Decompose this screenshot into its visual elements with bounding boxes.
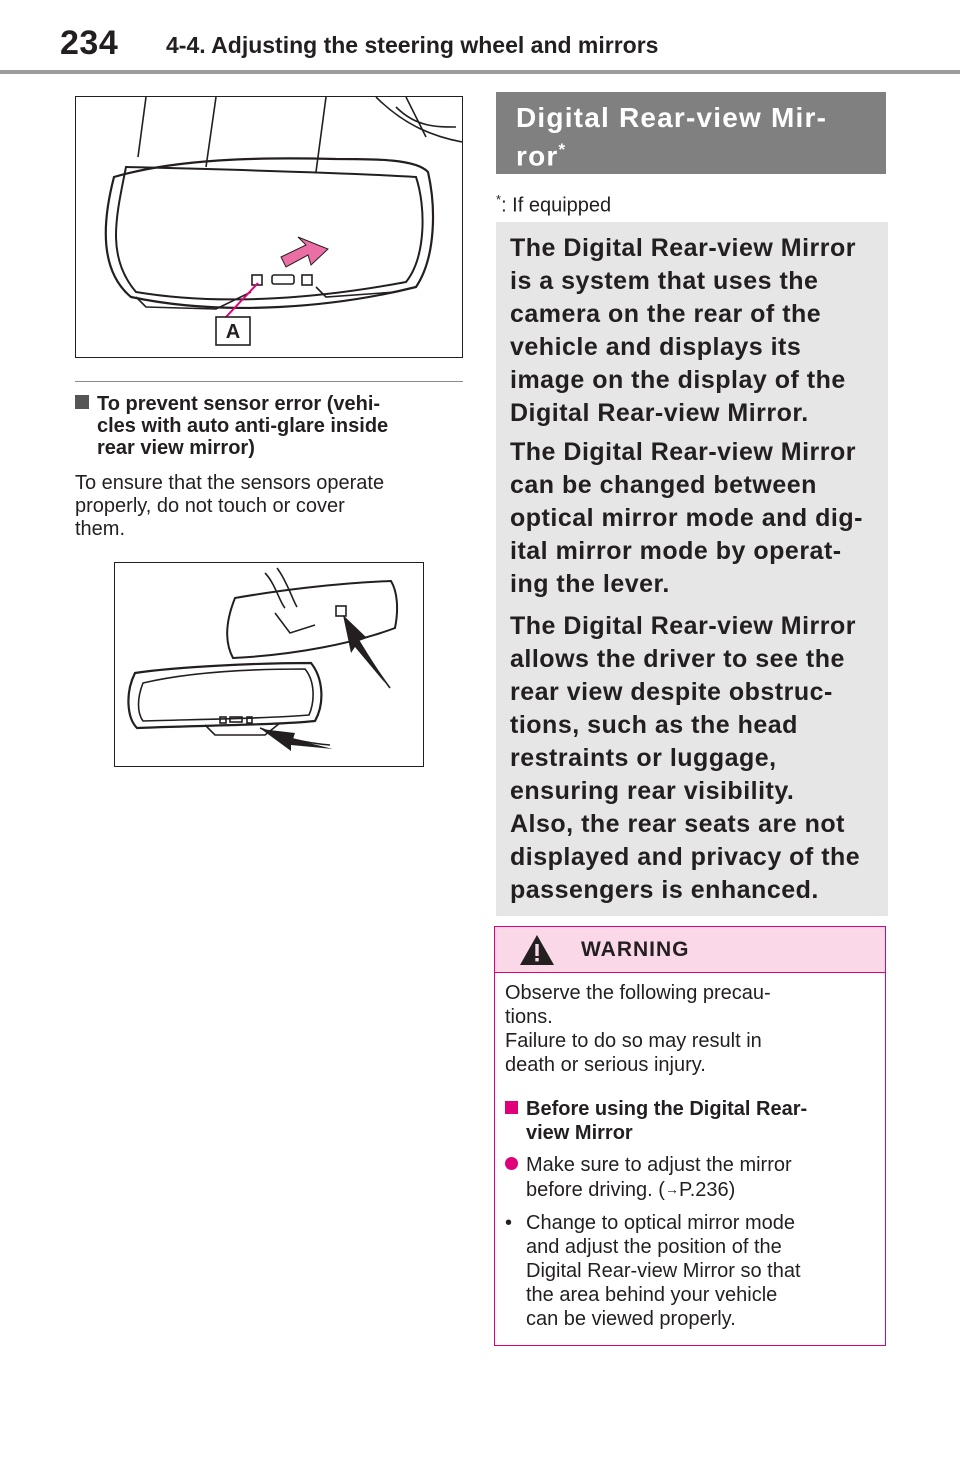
paragraph-line: To ensure that the sensors operate (75, 472, 385, 494)
summary-line: allows the driver to see the (510, 645, 845, 673)
summary-line: tions, such as the head (510, 711, 798, 739)
summary-line: The Digital Rear-view Mirror (510, 438, 857, 466)
section-title-line: ror (516, 140, 559, 172)
summary-line: The Digital Rear-view Mirror (510, 612, 857, 640)
warning-item-line: can be viewed properly. (526, 1308, 736, 1330)
summary-line: can be changed between (510, 471, 817, 499)
summary-line: image on the display of the (510, 366, 846, 394)
summary-paragraph-3 (510, 610, 875, 907)
chapter-title: 4-4. Adjusting the steering wheel and mirrors (166, 32, 659, 58)
warning-header (495, 927, 885, 973)
asterisk-mark: * (558, 140, 567, 159)
summary-line: optical mirror mode and dig- (510, 504, 863, 532)
sensor-location-drawing (115, 563, 423, 766)
summary-line: Digital Rear-view Mirror. (510, 399, 809, 427)
paragraph-line: properly, do not touch or cover (75, 495, 345, 517)
summary-line: The Digital Rear-view Mirror (510, 234, 857, 262)
mirror-sensor-drawing (76, 97, 462, 357)
warning-subheading-line: view Mirror (526, 1122, 633, 1144)
summary-line: ensuring rear visibility. (510, 777, 795, 805)
subheading (75, 393, 465, 459)
sensor-paragraph (75, 472, 470, 541)
summary-line: displayed and privacy of the (510, 843, 861, 871)
square-bullet-icon (75, 395, 89, 409)
callout-label-a: A (225, 321, 241, 343)
subheading-line: cles with auto anti-glare inside (97, 415, 389, 437)
warning-line: death or serious injury. (505, 1054, 706, 1076)
mirror-sensor-illustration (75, 96, 463, 358)
warning-triangle-icon (519, 934, 555, 966)
section-title-line: Digital Rear-view Mir- (516, 102, 828, 133)
warning-item-2 (505, 1211, 875, 1331)
summary-line: camera on the rear of the (510, 300, 822, 328)
warning-intro (505, 981, 875, 1077)
warning-line: Failure to do so may result in (505, 1030, 762, 1052)
warning-subheading (505, 1097, 875, 1145)
warning-item-1 (505, 1153, 875, 1202)
summary-line: ing the lever. (510, 570, 670, 598)
section-header (496, 92, 886, 174)
subheading-line: To prevent sensor error (vehi- (97, 393, 381, 415)
page-number: 234 (60, 24, 119, 62)
warning-subheading-line: Before using the Digital Rear- (526, 1098, 808, 1120)
summary-box (496, 222, 888, 916)
square-bullet-icon (505, 1101, 518, 1114)
summary-line: ital mirror mode by operat- (510, 537, 842, 565)
page-reference-link[interactable]: P.236) (678, 1179, 736, 1201)
summary-line: restraints or luggage, (510, 744, 777, 772)
header-rule (0, 70, 960, 74)
warning-line: tions. (505, 1006, 553, 1028)
arrow-right-icon: → (664, 1181, 679, 1197)
warning-item-line: the area behind your vehicle (526, 1284, 778, 1306)
footnote-text: : If equipped (501, 194, 612, 217)
subheading-line: rear view mirror) (97, 437, 255, 459)
warning-box (494, 926, 886, 1346)
warning-line: Observe the following precau- (505, 982, 771, 1004)
separator-line (75, 381, 463, 382)
footnote (496, 192, 611, 218)
warning-item-line: before driving. ( (526, 1179, 665, 1201)
warning-label: WARNING (581, 938, 690, 961)
circle-bullet-icon (505, 1157, 518, 1170)
warning-item-line: Change to optical mirror mode (526, 1212, 796, 1234)
summary-paragraph-2 (510, 436, 875, 601)
summary-line: rear view despite obstruc- (510, 678, 833, 706)
dot-bullet: • (505, 1212, 513, 1234)
summary-paragraph-1 (510, 232, 875, 430)
warning-item-line: Make sure to adjust the mirror (526, 1154, 792, 1176)
summary-line: Also, the rear seats are not (510, 810, 845, 838)
footnote-mark: * (496, 192, 502, 207)
summary-line: vehicle and displays its (510, 333, 802, 361)
warning-item-line: and adjust the position of the (526, 1236, 782, 1258)
section-title (516, 102, 827, 172)
warning-item-line: Digital Rear-view Mirror so that (526, 1260, 801, 1282)
summary-line: passengers is enhanced. (510, 876, 819, 904)
summary-line: is a system that uses the (510, 267, 819, 295)
sensor-location-illustration (114, 562, 424, 767)
paragraph-line: them. (75, 518, 126, 540)
